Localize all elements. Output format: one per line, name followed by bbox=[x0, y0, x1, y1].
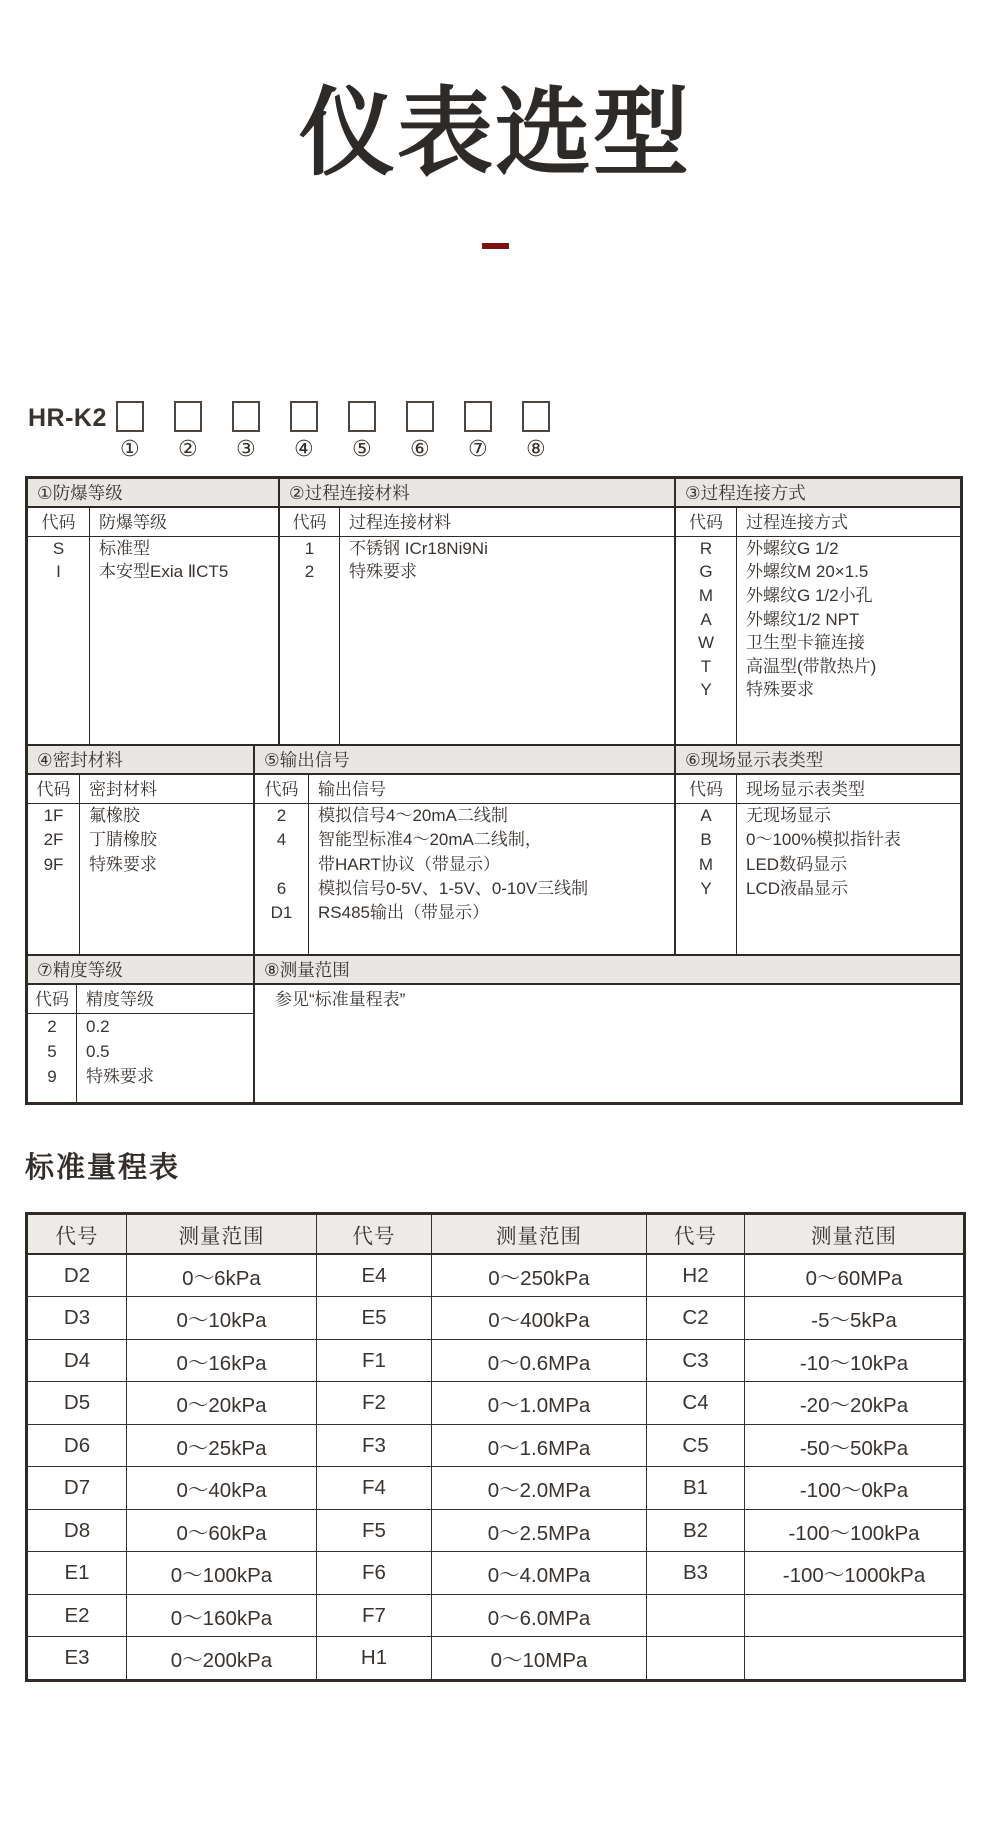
model-position bbox=[405, 401, 435, 461]
label-cell: 高温型(带散热片) bbox=[746, 656, 877, 676]
label-cell: 标准型 bbox=[99, 538, 150, 558]
column-header: 密封材料 bbox=[80, 775, 253, 804]
code-cell: D1 bbox=[270, 903, 293, 923]
model-position bbox=[289, 401, 319, 461]
range-cell bbox=[647, 1594, 745, 1637]
label-cell: 外螺纹G 1/2小孔 bbox=[746, 585, 873, 605]
code-column bbox=[255, 775, 309, 954]
label-cell: 模拟信号0-5V、1-5V、0-10V三线制 bbox=[318, 878, 589, 898]
label-column bbox=[737, 508, 960, 744]
range-cell: E1 bbox=[27, 1552, 127, 1595]
position-marker: ⑥ bbox=[410, 435, 430, 461]
selection-band-1 bbox=[28, 479, 960, 744]
model-code-boxes bbox=[115, 401, 551, 461]
code-cell: 2 bbox=[276, 805, 287, 825]
table-row bbox=[27, 1552, 965, 1595]
model-code-box bbox=[406, 401, 434, 432]
selection-table bbox=[25, 476, 963, 1105]
range-cell: F4 bbox=[317, 1467, 432, 1510]
model-code-row bbox=[28, 401, 990, 461]
code-cell: 9 bbox=[47, 1066, 57, 1086]
range-cell: 0～2.5MPa bbox=[432, 1509, 647, 1552]
section-title: ②过程连接材料 bbox=[280, 479, 674, 508]
range-cell: 0～20kPa bbox=[127, 1382, 317, 1425]
label-cell: 本安型Exia ⅡCT5 bbox=[99, 562, 229, 582]
code-column bbox=[676, 775, 737, 954]
label-cell: 无现场显示 bbox=[746, 805, 831, 825]
range-cell: H1 bbox=[317, 1637, 432, 1681]
label-cell: 不锈钢 ICr18Ni9Ni bbox=[349, 538, 488, 558]
code-cell: 2F bbox=[43, 830, 64, 850]
model-prefix-label: HR-K2 bbox=[28, 403, 107, 432]
section-title: ⑤输出信号 bbox=[255, 746, 674, 775]
model-code-box bbox=[116, 401, 144, 432]
column-header: 代码 bbox=[676, 508, 736, 537]
section-title: ⑦精度等级 bbox=[28, 956, 253, 985]
label-column bbox=[90, 508, 278, 744]
model-code-box bbox=[522, 401, 550, 432]
code-cell: 5 bbox=[47, 1041, 57, 1061]
range-cell: 0～250kPa bbox=[432, 1254, 647, 1297]
range-cell: F3 bbox=[317, 1424, 432, 1467]
range-cell: D3 bbox=[27, 1297, 127, 1340]
label-cell: LCD液晶显示 bbox=[746, 878, 849, 898]
range-column-header: 测量范围 bbox=[432, 1213, 647, 1254]
section-title: ⑧测量范围 bbox=[255, 956, 960, 985]
range-cell: 0～100kPa bbox=[127, 1552, 317, 1595]
page-title: 仪表选型 bbox=[299, 80, 691, 187]
standard-range-table bbox=[25, 1212, 966, 1682]
range-cell: E4 bbox=[317, 1254, 432, 1297]
table-row bbox=[27, 1297, 965, 1340]
column-header: 精度等级 bbox=[77, 985, 253, 1014]
range-cell bbox=[647, 1637, 745, 1681]
column-header: 防爆等级 bbox=[90, 508, 278, 537]
label-cell: 模拟信号4～20mA二线制 bbox=[318, 805, 508, 825]
code-cell: T bbox=[700, 656, 712, 676]
table-row bbox=[27, 1509, 965, 1552]
measuring-range-note: 参见“标准量程表” bbox=[275, 989, 406, 1009]
range-table-heading: 标准量程表 bbox=[25, 1151, 181, 1184]
range-column-header: 代号 bbox=[647, 1213, 745, 1254]
table-row bbox=[27, 1594, 965, 1637]
range-cell: 0～60MPa bbox=[745, 1254, 965, 1297]
label-cell: 0.5 bbox=[86, 1041, 110, 1061]
code-cell: B bbox=[700, 830, 712, 850]
range-cell: -100～1000kPa bbox=[745, 1552, 965, 1595]
section-explosion-proof bbox=[28, 479, 278, 744]
range-cell: C5 bbox=[647, 1424, 745, 1467]
range-cell: F7 bbox=[317, 1594, 432, 1637]
range-cell: 0～1.0MPa bbox=[432, 1382, 647, 1425]
label-cell: 带HART协议（带显示） bbox=[318, 854, 500, 874]
range-cell: 0～10MPa bbox=[432, 1637, 647, 1681]
range-cell: 0～6.0MPa bbox=[432, 1594, 647, 1637]
model-position bbox=[115, 401, 145, 461]
range-cell: D5 bbox=[27, 1382, 127, 1425]
label-cell: RS485输出（带显示） bbox=[318, 903, 489, 923]
range-cell: F2 bbox=[317, 1382, 432, 1425]
range-cell: 0～6kPa bbox=[127, 1254, 317, 1297]
range-cell: 0～16kPa bbox=[127, 1339, 317, 1382]
label-column bbox=[309, 775, 674, 954]
section-title: ④密封材料 bbox=[28, 746, 253, 775]
column-header: 过程连接方式 bbox=[737, 508, 960, 537]
label-cell: 外螺纹G 1/2 bbox=[746, 538, 839, 558]
position-marker: ⑧ bbox=[526, 435, 546, 461]
range-cell: B1 bbox=[647, 1467, 745, 1510]
range-cell: F6 bbox=[317, 1552, 432, 1595]
section-connection-type bbox=[674, 479, 960, 744]
range-cell: -100～100kPa bbox=[745, 1509, 965, 1552]
range-column-header: 测量范围 bbox=[745, 1213, 965, 1254]
column-header: 输出信号 bbox=[309, 775, 674, 804]
range-cell: 0～4.0MPa bbox=[432, 1552, 647, 1595]
label-cell: 氟橡胶 bbox=[89, 805, 140, 825]
section-measuring-range bbox=[253, 956, 960, 1102]
range-cell: C3 bbox=[647, 1339, 745, 1382]
label-cell: 特殊要求 bbox=[86, 1066, 154, 1086]
label-cell: 外螺纹M 20×1.5 bbox=[746, 562, 869, 582]
range-cell: -5～5kPa bbox=[745, 1297, 965, 1340]
table-row bbox=[27, 1467, 965, 1510]
code-cell: 2 bbox=[304, 562, 315, 582]
column-header: 代码 bbox=[28, 985, 76, 1014]
code-cell: A bbox=[700, 805, 712, 825]
label-cell: 特殊要求 bbox=[746, 680, 814, 700]
code-cell: S bbox=[52, 538, 65, 558]
table-row bbox=[27, 1382, 965, 1425]
code-cell: 6 bbox=[276, 878, 287, 898]
table-row bbox=[27, 1424, 965, 1467]
range-cell: 0～0.6MPa bbox=[432, 1339, 647, 1382]
code-cell: Y bbox=[700, 680, 712, 700]
model-code-box bbox=[232, 401, 260, 432]
code-cell: R bbox=[699, 538, 713, 558]
range-cell: D2 bbox=[27, 1254, 127, 1297]
range-cell: 0～160kPa bbox=[127, 1594, 317, 1637]
code-cell: 2 bbox=[47, 1016, 57, 1036]
range-column-header: 测量范围 bbox=[127, 1213, 317, 1254]
range-cell: D6 bbox=[27, 1424, 127, 1467]
code-cell: 4 bbox=[276, 830, 287, 850]
range-cell: 0～1.6MPa bbox=[432, 1424, 647, 1467]
range-cell: 0～40kPa bbox=[127, 1467, 317, 1510]
section-connection-material bbox=[278, 479, 674, 744]
table-row bbox=[27, 1254, 965, 1297]
column-header: 代码 bbox=[676, 775, 736, 804]
label-cell: 卫生型卡箍连接 bbox=[746, 633, 865, 653]
range-cell: E2 bbox=[27, 1594, 127, 1637]
table-row bbox=[27, 1637, 965, 1681]
range-cell: C4 bbox=[647, 1382, 745, 1425]
label-cell: 0～100%模拟指针表 bbox=[746, 830, 901, 850]
range-column-header: 代号 bbox=[317, 1213, 432, 1254]
range-cell: D8 bbox=[27, 1509, 127, 1552]
code-cell: A bbox=[700, 609, 712, 629]
code-cell: 9F bbox=[43, 854, 64, 874]
range-cell: H2 bbox=[647, 1254, 745, 1297]
model-position bbox=[521, 401, 551, 461]
range-cell: E5 bbox=[317, 1297, 432, 1340]
model-position bbox=[173, 401, 203, 461]
code-cell: G bbox=[699, 562, 713, 582]
position-marker: ③ bbox=[236, 435, 256, 461]
model-position bbox=[347, 401, 377, 461]
model-code-box bbox=[174, 401, 202, 432]
code-cell: M bbox=[698, 854, 714, 874]
range-cell: E3 bbox=[27, 1637, 127, 1681]
code-column bbox=[280, 508, 340, 744]
section-title: ⑥现场显示表类型 bbox=[676, 746, 960, 775]
range-column-header: 代号 bbox=[27, 1213, 127, 1254]
label-cell: 丁腈橡胶 bbox=[89, 830, 157, 850]
range-cell bbox=[745, 1594, 965, 1637]
selection-band-3 bbox=[28, 954, 960, 1102]
code-cell bbox=[255, 853, 308, 877]
position-marker: ⑦ bbox=[468, 435, 488, 461]
code-column bbox=[28, 985, 77, 1102]
model-position bbox=[231, 401, 261, 461]
code-cell: 1F bbox=[43, 805, 64, 825]
section-display-type bbox=[674, 746, 960, 954]
range-cell: -50～50kPa bbox=[745, 1424, 965, 1467]
range-cell: 0～10kPa bbox=[127, 1297, 317, 1340]
column-header: 代码 bbox=[28, 508, 89, 537]
label-column bbox=[737, 775, 960, 954]
label-cell: 特殊要求 bbox=[349, 562, 417, 582]
table-row bbox=[27, 1339, 965, 1382]
model-code-box bbox=[290, 401, 318, 432]
column-header: 现场显示表类型 bbox=[737, 775, 960, 804]
selection-band-2 bbox=[28, 744, 960, 954]
range-cell: B2 bbox=[647, 1509, 745, 1552]
column-header: 代码 bbox=[280, 508, 339, 537]
range-cell: F1 bbox=[317, 1339, 432, 1382]
range-cell bbox=[745, 1637, 965, 1681]
column-header: 代码 bbox=[28, 775, 79, 804]
range-table-header-row bbox=[27, 1213, 965, 1254]
label-cell: 0.2 bbox=[86, 1016, 110, 1036]
code-column bbox=[676, 508, 737, 744]
range-cell: 0～60kPa bbox=[127, 1509, 317, 1552]
label-column bbox=[80, 775, 253, 954]
range-table-body bbox=[27, 1254, 965, 1681]
section-seal-material bbox=[28, 746, 253, 954]
model-position bbox=[463, 401, 493, 461]
column-header: 代码 bbox=[255, 775, 308, 804]
range-cell: -10～10kPa bbox=[745, 1339, 965, 1382]
title-accent-dash bbox=[482, 243, 509, 249]
range-cell: -20～20kPa bbox=[745, 1382, 965, 1425]
code-column bbox=[28, 775, 80, 954]
range-cell: C2 bbox=[647, 1297, 745, 1340]
code-cell: 1 bbox=[304, 538, 315, 558]
section-output-signal bbox=[253, 746, 674, 954]
code-cell: M bbox=[698, 585, 714, 605]
section-title: ①防爆等级 bbox=[28, 479, 278, 508]
range-cell: -100～0kPa bbox=[745, 1467, 965, 1510]
range-cell: 0～2.0MPa bbox=[432, 1467, 647, 1510]
code-cell: W bbox=[697, 633, 715, 653]
label-cell: 外螺纹1/2 NPT bbox=[746, 609, 860, 629]
code-column bbox=[28, 508, 90, 744]
model-code-box bbox=[464, 401, 492, 432]
range-cell: B3 bbox=[647, 1552, 745, 1595]
position-marker: ⑤ bbox=[352, 435, 372, 461]
range-cell: 0～400kPa bbox=[432, 1297, 647, 1340]
range-cell: D4 bbox=[27, 1339, 127, 1382]
section-accuracy-class bbox=[28, 956, 253, 1102]
range-cell: 0～200kPa bbox=[127, 1637, 317, 1681]
range-cell: 0～25kPa bbox=[127, 1424, 317, 1467]
label-cell: LED数码显示 bbox=[746, 854, 848, 874]
position-marker: ④ bbox=[294, 435, 314, 461]
model-code-box bbox=[348, 401, 376, 432]
position-marker: ② bbox=[178, 435, 198, 461]
range-cell: D7 bbox=[27, 1467, 127, 1510]
column-header: 过程连接材料 bbox=[340, 508, 674, 537]
code-cell: Y bbox=[700, 878, 712, 898]
label-cell: 智能型标准4～20mA二线制， bbox=[318, 830, 542, 850]
label-column bbox=[77, 985, 253, 1102]
range-cell: F5 bbox=[317, 1509, 432, 1552]
label-column bbox=[340, 508, 674, 744]
position-marker: ① bbox=[120, 435, 140, 461]
label-cell: 特殊要求 bbox=[89, 854, 157, 874]
code-cell: I bbox=[56, 562, 61, 582]
section-title: ③过程连接方式 bbox=[676, 479, 960, 508]
